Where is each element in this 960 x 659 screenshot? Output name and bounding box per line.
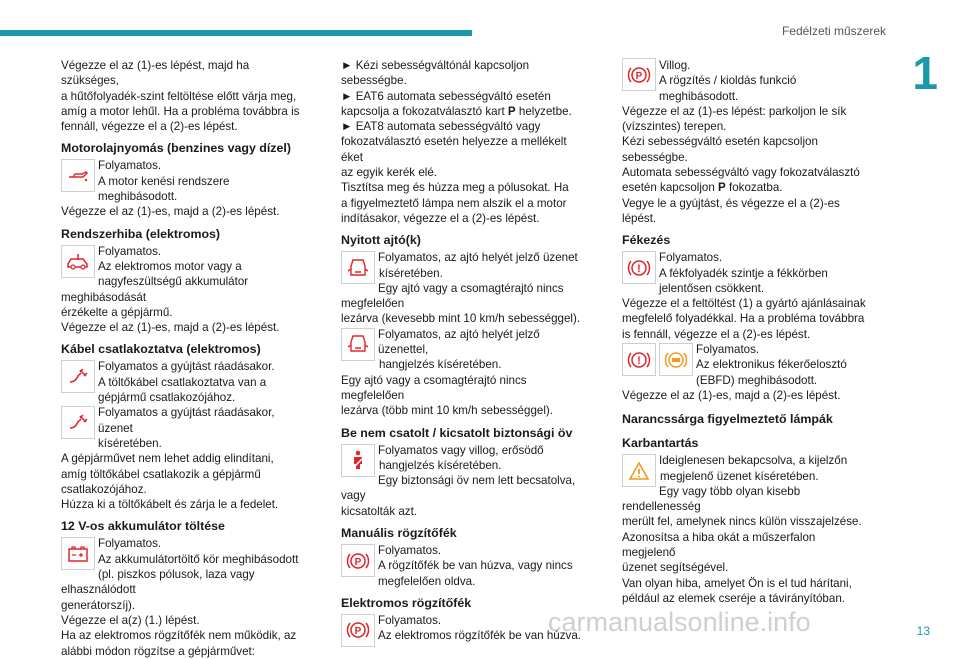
text-line: Az elektromos motor vagy a: [98, 259, 242, 273]
text-line: jelentősen csökkent.: [659, 281, 765, 295]
door-open-icon: [341, 328, 375, 361]
svg-text:!: !: [637, 262, 641, 275]
text-line: Végezze el az (1)-es lépést, majd ha szükséges,: [61, 59, 250, 88]
text-line: esetén kapcsoljon P fokozatba.: [622, 181, 783, 195]
text-line: Folyamatos, az ajtó helyét jelző üzenettel,: [378, 327, 540, 357]
text-line: Folyamatos, az ajtó helyét jelző üzenet: [378, 251, 578, 265]
text-line: ► EAT6 automata sebességváltó esetén: [341, 89, 551, 103]
text-line: kíséretében.: [379, 266, 443, 280]
text-line: Húzza ki a töltőkábelt és zárja le a fedelet.: [61, 498, 279, 512]
column-2: [341, 58, 589, 648]
column-1: [61, 58, 309, 659]
text-line: lépést.: [622, 211, 657, 225]
text-line: Ha az elektromos rögzítőfék nem működik, az: [61, 629, 297, 643]
text-line: a figyelmeztető lámpa nem alszik el a motor: [341, 196, 567, 210]
text-line: (vízszintes) terepen.: [622, 120, 727, 134]
text-line: kicsatolták azt.: [341, 504, 418, 518]
text-line: merült fel, amelynek nincs külön visszajelzése.: [622, 515, 862, 529]
parking-brake-icon: [622, 58, 656, 91]
battery-icon: [61, 537, 95, 570]
text-line: indításakor, végezze el a (2)-es lépést.: [341, 211, 540, 225]
text-line: Villog.: [659, 59, 691, 72]
text-line: alábbi módon rögzítse a gépjárművet:: [61, 644, 255, 658]
text-line: amíg a motor lehűl. Ha a probléma továbbra is: [61, 104, 300, 118]
maintenance-icon: [622, 454, 656, 487]
text-line: A motor kenési rendszere meghibásodott.: [98, 174, 230, 204]
text-line: kapcsolja a fokozatválasztó kart P helyzetbe.: [341, 104, 572, 118]
text-line: Végezze el a feltöltést (1) a gyártó ajánlásainak: [622, 297, 866, 311]
text-line: Folyamatos.: [98, 244, 162, 258]
text-line: ► Kézi sebességváltónál kapcsoljon: [341, 59, 530, 72]
text-line: fennáll, végezze el a (2)-es lépést.: [61, 120, 238, 134]
gear-letter: P: [718, 181, 726, 195]
text-line: sebességbe.: [622, 150, 688, 164]
text-line: Folyamatos vagy villog, erősödő: [378, 443, 544, 457]
header-title: Fedélzeti műszerek: [781, 24, 886, 38]
text-line: meghibásodott.: [659, 89, 739, 103]
door-open-icon: [341, 251, 375, 284]
text-line: ► EAT8 automata sebességváltó vagy: [341, 120, 541, 134]
svg-text:P: P: [354, 556, 362, 568]
section-heading: Rendszerhiba (elektromos): [61, 226, 221, 241]
section-heading: Motorolajnyomás (benzines vagy dízel): [61, 141, 291, 156]
oil-pressure-icon: [61, 159, 95, 192]
text-line: fokozatválasztó esetén helyezze a mellékelt éket: [341, 135, 567, 164]
text-line: Folyamatos.: [696, 343, 760, 357]
text-line: Van olyan hiba, amelyet Ön is el tud hárítani,: [622, 576, 852, 590]
text-line: hangjelzés kíséretében.: [379, 458, 502, 472]
text-line: Végezze el az (1)-es, majd a (2)-es lépést.: [61, 205, 280, 219]
parking-brake-icon: [341, 544, 375, 577]
text-line: Azonosítsa a hiba okát a műszerfalon megjelenő: [622, 530, 816, 560]
text-line: hangjelzés kíséretében.: [379, 358, 502, 372]
text-line: Egy ajtó vagy a csomagtérajtó nincs megfelelően: [341, 373, 527, 402]
brake-icon: [622, 343, 656, 376]
text-line: nagyfeszültségű akkumulátor meghibásodását: [61, 275, 249, 304]
plug-icon: [61, 406, 95, 439]
text-line: Folyamatos.: [378, 613, 442, 627]
text-line: Folyamatos.: [378, 544, 442, 558]
text-line: Folyamatos.: [98, 537, 162, 551]
page-number: 13: [916, 624, 930, 638]
text-line: Végezze el az (1)-es, majd a (2)-es lépést.: [622, 388, 841, 402]
text-line: A töltőkábel csatlakoztatva van a: [98, 375, 267, 389]
svg-text:P: P: [635, 70, 643, 82]
text-line: (pl. piszkos pólusok, laza vagy elhasználódott: [61, 568, 255, 597]
text-line: lezárva (kevesebb mint 10 km/h sebességgel).: [341, 312, 581, 326]
plug-icon: [61, 360, 95, 393]
section-heading: Manuális rögzítőfék: [341, 526, 457, 541]
text-line: Az elektronikus fékerőelosztó: [696, 358, 847, 372]
text-line: Egy biztonsági öv nem lett becsatolva, vagy: [341, 474, 576, 503]
text-line: az egyik kerék elé.: [341, 166, 438, 180]
text-line: is fennáll, végezze el a (2)-es lépést.: [622, 327, 811, 341]
text-line: Az elektromos rögzítőfék be van húzva.: [378, 629, 581, 643]
text-line: megfelelően oldva.: [378, 574, 476, 588]
abs-icon: [659, 343, 693, 376]
section-heading: 12 V-os akkumulátor töltése: [61, 519, 225, 534]
seatbelt-icon: [341, 444, 375, 477]
column-3: [622, 58, 870, 606]
text-line: üzenet segítségével.: [622, 561, 729, 575]
system-fault-icon: [61, 245, 95, 278]
text-line: Folyamatos.: [98, 159, 162, 173]
text-line: Ideiglenesen bekapcsolva, a kijelzőn: [659, 454, 848, 468]
text-line: Folyamatos a gyújtást ráadásakor, üzenet: [98, 406, 275, 435]
text-line: Egy ajtó vagy a csomagtérajtó nincs megfelelően: [341, 281, 564, 311]
text-line: Tisztítsa meg és húzza meg a pólusokat. Ha: [341, 181, 569, 195]
svg-text:P: P: [354, 626, 362, 638]
text-line: csatlakozójához.: [61, 482, 147, 496]
gear-letter: P: [507, 104, 516, 118]
parking-brake-icon: [341, 614, 375, 647]
section-heading: Fékezés: [622, 233, 671, 248]
section-heading: Be nem csatolt / kicsatolt biztonsági öv: [341, 425, 573, 440]
text-line: Automata sebességváltó vagy fokozatválasztó: [622, 166, 860, 180]
text-line: amíg töltőkábel csatlakozik a gépjármű: [61, 467, 261, 481]
section-heading: Karbantartás: [622, 436, 699, 451]
chapter-number: 1: [912, 47, 938, 99]
brake-icon: [622, 251, 656, 284]
text-line: Folyamatos a gyújtást ráadásakor.: [98, 360, 275, 374]
text-line: kíséretében.: [98, 436, 162, 450]
text-line: érzékelte a gépjármű.: [61, 305, 173, 319]
section-heading: Narancssárga figyelmeztető lámpák: [622, 412, 833, 427]
header-accent-bar: [0, 30, 472, 36]
watermark: carmanualsonline.info: [548, 607, 811, 637]
text-line: Végezze el az (1)-es lépést: parkoljon le sík: [622, 104, 847, 118]
text-line: A rögzítőfék be van húzva, vagy nincs: [378, 559, 573, 573]
text-line: lezárva (több mint 10 km/h sebességgel).: [341, 404, 554, 418]
text-line: például az elemek cseréje a távirányítóban.: [622, 591, 845, 605]
svg-text:!: !: [637, 354, 641, 367]
text-line: Végezze el a(z) (1.) lépést.: [61, 613, 200, 627]
text-line: A rögzítés / kioldás funkció: [659, 74, 797, 88]
text-line: Végezze el az (1)-es, majd a (2)-es lépést.: [61, 321, 280, 335]
text-line: A gépjárművet nem lehet addig elindítani,: [61, 452, 274, 466]
text-line: (EBFD) meghibásodott.: [696, 373, 818, 387]
text-line: gépjármű csatlakozójához.: [98, 391, 236, 405]
section-heading: Kábel csatlakoztatva (elektromos): [61, 342, 261, 357]
text-line: sebességbe.: [341, 74, 407, 88]
text-line: Folyamatos.: [659, 251, 723, 265]
text-line: Az akkumulátortöltő kör meghibásodott: [98, 552, 299, 566]
text-line: Egy vagy több olyan kisebb rendellenesség: [622, 484, 801, 514]
text-line: Kézi sebességváltó esetén kapcsoljon: [622, 135, 818, 149]
text-line: generátorszíj).: [61, 598, 136, 612]
section-heading: Nyitott ajtó(k): [341, 233, 421, 248]
text-line: a hűtőfolyadék-szint feltöltése előtt várja meg,: [61, 89, 297, 103]
text-line: megjelenő üzenet kíséretében.: [660, 469, 819, 483]
text-line: megfelelő folyadékkal. Ha a probléma továbbra: [622, 312, 865, 326]
section-heading: Elektromos rögzítőfék: [341, 595, 472, 610]
text-line: Vegye le a gyújtást, és végezze el a (2)-es: [622, 196, 840, 210]
text-line: A fékfolyadék szintje a fékkörben: [659, 266, 828, 280]
